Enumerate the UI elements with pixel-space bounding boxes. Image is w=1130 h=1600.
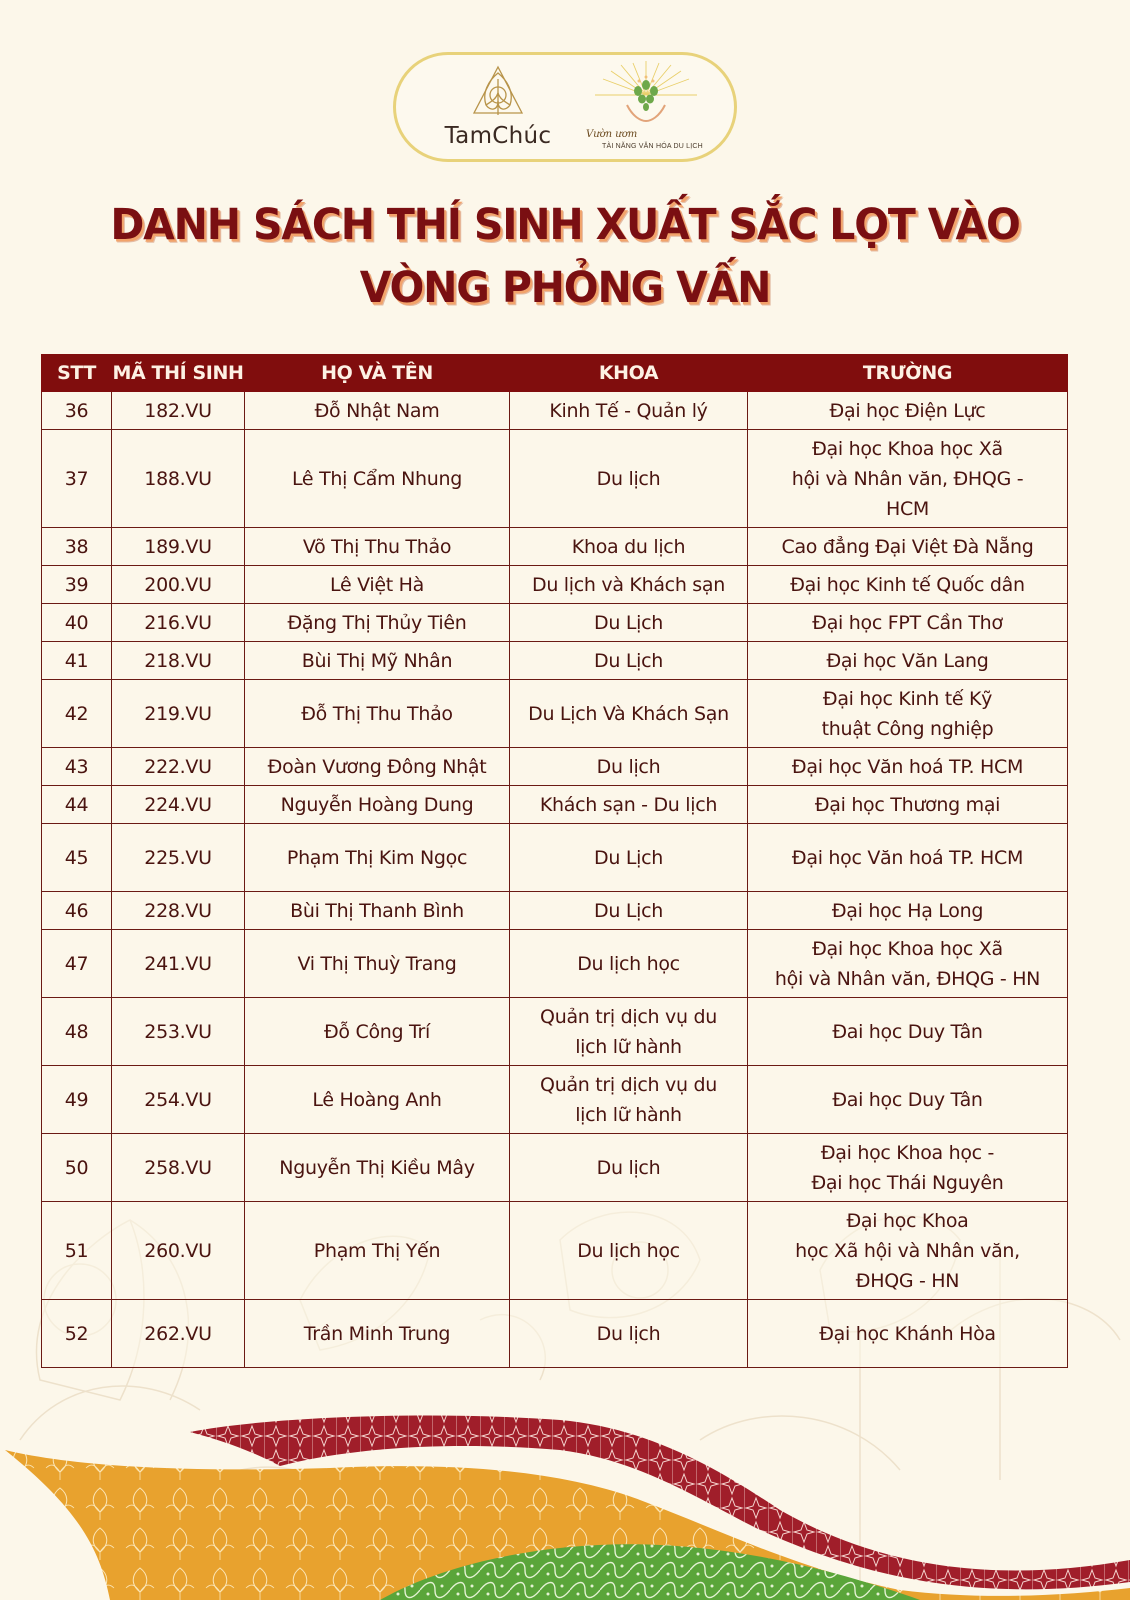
cell-khoa-line: Khoa du lịch: [571, 535, 686, 558]
cell-stt: 48: [42, 998, 112, 1066]
vuon-uom-logo: [576, 59, 716, 159]
cell-khoa: [510, 1134, 748, 1202]
cell-truong: [748, 930, 1068, 998]
cell-ma-thi-sinh: 222.VU: [112, 748, 245, 786]
table-row: [42, 998, 1068, 1066]
cell-khoa: [510, 528, 748, 566]
cell-ma-thi-sinh: 228.VU: [112, 892, 245, 930]
cell-ho-va-ten: Trần Minh Trung: [245, 1300, 510, 1368]
cell-ho-va-ten: Lê Việt Hà: [245, 566, 510, 604]
table-body: [42, 392, 1068, 1368]
cell-truong-line: Đại học Khánh Hòa: [819, 1322, 996, 1345]
cell-stt: 47: [42, 930, 112, 998]
cell-khoa: [510, 392, 748, 430]
cell-khoa-line: Du lịch và Khách sạn: [532, 573, 725, 596]
cell-truong-line: thuật Công nghiệp: [821, 717, 994, 740]
column-header-ho-va-ten: HỌ VÀ TÊN: [245, 355, 510, 392]
sunburst-sprout-icon: [591, 59, 701, 131]
cell-stt: 46: [42, 892, 112, 930]
table-row: [42, 1300, 1068, 1368]
cell-ma-thi-sinh: 200.VU: [112, 566, 245, 604]
cell-ho-va-ten: Võ Thị Thu Thảo: [245, 528, 510, 566]
cell-truong-line: Đại học Điện Lực: [829, 399, 986, 422]
cell-truong: [748, 824, 1068, 892]
cell-khoa-line: lịch lữ hành: [575, 1103, 682, 1126]
cell-truong-line: hội và Nhân văn, ĐHQG -: [791, 467, 1024, 490]
cell-truong: [748, 566, 1068, 604]
cell-khoa-line: Du Lịch: [594, 846, 663, 869]
cell-ma-thi-sinh: 253.VU: [112, 998, 245, 1066]
cell-truong-line: Đại học Thương mại: [814, 793, 1001, 816]
cell-khoa: [510, 930, 748, 998]
cell-ho-va-ten: Bùi Thị Thanh Bình: [245, 892, 510, 930]
vuon-uom-tagline: TÀI NĂNG VĂN HÓA DU LỊCH: [602, 143, 703, 150]
cell-khoa: [510, 642, 748, 680]
bodhi-leaf-icon: [470, 65, 526, 121]
cell-ho-va-ten: Đặng Thị Thủy Tiên: [245, 604, 510, 642]
column-header-ma-thi-sinh: MÃ THÍ SINH: [112, 355, 245, 392]
cell-khoa-line: Kinh Tế - Quản lý: [549, 399, 708, 422]
table-row: [42, 930, 1068, 998]
cell-ma-thi-sinh: 254.VU: [112, 1066, 245, 1134]
cell-ho-va-ten: Vi Thị Thuỳ Trang: [245, 930, 510, 998]
cell-khoa-line: Du Lịch: [594, 611, 663, 634]
cell-khoa: [510, 566, 748, 604]
table-row: [42, 748, 1068, 786]
cell-khoa-line: Quản trị dịch vụ du: [540, 1073, 717, 1096]
tamchuc-logo-text: TamChúc: [444, 123, 552, 149]
cell-stt: 39: [42, 566, 112, 604]
cell-khoa-line: Du Lịch: [594, 899, 663, 922]
cell-ho-va-ten: Nguyễn Thị Kiều Mây: [245, 1134, 510, 1202]
cell-khoa-line: Du lịch: [596, 1322, 661, 1345]
cell-truong: [748, 680, 1068, 748]
cell-khoa-line: Du lịch: [596, 755, 661, 778]
cell-ma-thi-sinh: 241.VU: [112, 930, 245, 998]
logo-banner: [393, 52, 737, 162]
cell-stt: 42: [42, 680, 112, 748]
cell-khoa-line: Du Lịch Và Khách Sạn: [528, 702, 729, 725]
cell-khoa-line: lịch lữ hành: [575, 1035, 682, 1058]
cell-stt: 36: [42, 392, 112, 430]
cell-truong: [748, 1066, 1068, 1134]
cell-ho-va-ten: Phạm Thị Yến: [245, 1202, 510, 1300]
page-title-line-1: DANH SÁCH THÍ SINH XUẤT SẮC LỌT VÀO: [110, 199, 1020, 250]
cell-ma-thi-sinh: 218.VU: [112, 642, 245, 680]
table-row: [42, 528, 1068, 566]
cell-stt: 45: [42, 824, 112, 892]
column-header-stt: STT: [42, 355, 112, 392]
cell-truong-line: Đại học Kinh tế Kỹ: [822, 687, 993, 710]
cell-truong: [748, 430, 1068, 528]
cell-stt: 50: [42, 1134, 112, 1202]
cell-khoa: [510, 680, 748, 748]
cell-stt: 49: [42, 1066, 112, 1134]
table-row: [42, 824, 1068, 892]
cell-truong: [748, 1202, 1068, 1300]
cell-ho-va-ten: Bùi Thị Mỹ Nhân: [245, 642, 510, 680]
cell-khoa: [510, 824, 748, 892]
cell-stt: 52: [42, 1300, 112, 1368]
cell-truong: [748, 528, 1068, 566]
cell-ma-thi-sinh: 216.VU: [112, 604, 245, 642]
cell-ma-thi-sinh: 224.VU: [112, 786, 245, 824]
cell-ma-thi-sinh: 262.VU: [112, 1300, 245, 1368]
column-header-khoa: KHOA: [510, 355, 748, 392]
cell-stt: 51: [42, 1202, 112, 1300]
cell-ho-va-ten: Phạm Thị Kim Ngọc: [245, 824, 510, 892]
cell-truong-line: Đại học FPT Cần Thơ: [812, 611, 1003, 634]
cell-truong-line: Đại học Văn hoá TP. HCM: [791, 755, 1024, 778]
cell-truong: [748, 786, 1068, 824]
cell-stt: 43: [42, 748, 112, 786]
cell-ho-va-ten: Đỗ Nhật Nam: [245, 392, 510, 430]
column-header-truong: TRƯỜNG: [748, 355, 1068, 392]
table-row: [42, 566, 1068, 604]
cell-khoa: [510, 1202, 748, 1300]
candidate-table-container: [41, 354, 1067, 1368]
cell-stt: 37: [42, 430, 112, 528]
cell-stt: 41: [42, 642, 112, 680]
cell-khoa-line: Khách sạn - Du lịch: [539, 793, 718, 816]
cell-khoa: [510, 748, 748, 786]
cell-truong: [748, 1134, 1068, 1202]
table-row: [42, 604, 1068, 642]
cell-truong-line: Đại học Thái Nguyên: [811, 1171, 1004, 1194]
cell-khoa: [510, 998, 748, 1066]
cell-truong: [748, 1300, 1068, 1368]
table-row: [42, 786, 1068, 824]
cell-stt: 44: [42, 786, 112, 824]
cell-ho-va-ten: Đoàn Vương Đông Nhật: [245, 748, 510, 786]
cell-truong-line: Đại học Văn Lang: [826, 649, 989, 672]
cell-ma-thi-sinh: 260.VU: [112, 1202, 245, 1300]
tamchuc-logo: [428, 65, 568, 157]
cell-truong-line: Đại học Khoa học Xã: [812, 437, 1003, 460]
table-row: [42, 430, 1068, 528]
table-row: [42, 1066, 1068, 1134]
table-row: [42, 642, 1068, 680]
cell-khoa-line: Du lịch học: [577, 1239, 680, 1262]
cell-truong: [748, 748, 1068, 786]
cell-ma-thi-sinh: 219.VU: [112, 680, 245, 748]
table-row: [42, 892, 1068, 930]
candidate-table: [41, 354, 1068, 1368]
cell-khoa: [510, 786, 748, 824]
cell-truong-line: Đại học Hạ Long: [831, 899, 984, 922]
cell-ho-va-ten: Lê Hoàng Anh: [245, 1066, 510, 1134]
cell-khoa-line: Du lịch: [596, 1156, 661, 1179]
page-title: [0, 193, 1130, 319]
cell-truong-line: Đai học Duy Tân: [832, 1088, 983, 1111]
table-row: [42, 680, 1068, 748]
cell-stt: 38: [42, 528, 112, 566]
page-title-line-2: VÒNG PHỎNG VẤN: [359, 262, 771, 313]
cell-khoa: [510, 430, 748, 528]
cell-khoa-line: Du lịch: [596, 467, 661, 490]
cell-truong-line: ĐHQG - HN: [855, 1269, 960, 1292]
cell-ma-thi-sinh: 182.VU: [112, 392, 245, 430]
cell-truong: [748, 998, 1068, 1066]
cell-truong-line: Đại học Kinh tế Quốc dân: [790, 573, 1025, 596]
table-row: [42, 1134, 1068, 1202]
cell-ho-va-ten: Đỗ Công Trí: [245, 998, 510, 1066]
cell-khoa-line: Du lịch học: [577, 952, 680, 975]
cell-truong: [748, 892, 1068, 930]
cell-khoa: [510, 1066, 748, 1134]
cell-stt: 40: [42, 604, 112, 642]
cell-truong-line: Đại học Khoa học Xã: [812, 937, 1003, 960]
table-row: [42, 392, 1068, 430]
cell-khoa-line: Du Lịch: [594, 649, 663, 672]
cell-khoa: [510, 1300, 748, 1368]
cell-ho-va-ten: Đỗ Thị Thu Thảo: [245, 680, 510, 748]
cell-ma-thi-sinh: 188.VU: [112, 430, 245, 528]
cell-truong-line: Đại học Khoa: [846, 1209, 969, 1232]
cell-truong-line: học Xã hội và Nhân văn,: [795, 1239, 1020, 1262]
cell-khoa: [510, 604, 748, 642]
cell-ma-thi-sinh: 258.VU: [112, 1134, 245, 1202]
cell-truong-line: hội và Nhân văn, ĐHQG - HN: [774, 967, 1041, 990]
vuon-uom-script-text: Vườn ươm: [586, 129, 638, 140]
cell-ma-thi-sinh: 225.VU: [112, 824, 245, 892]
cell-ho-va-ten: Nguyễn Hoàng Dung: [245, 786, 510, 824]
cell-truong-line: Đai học Duy Tân: [832, 1020, 983, 1043]
cell-truong-line: Đại học Văn hoá TP. HCM: [791, 846, 1024, 869]
cell-truong-line: Cao đẳng Đại Việt Đà Nẵng: [781, 535, 1034, 558]
cell-ho-va-ten: Lê Thị Cẩm Nhung: [245, 430, 510, 528]
cell-truong-line: HCM: [885, 497, 930, 520]
cell-khoa: [510, 892, 748, 930]
cell-truong: [748, 392, 1068, 430]
cell-ma-thi-sinh: 189.VU: [112, 528, 245, 566]
table-row: [42, 1202, 1068, 1300]
cell-truong-line: Đại học Khoa học -: [820, 1141, 995, 1164]
cell-truong: [748, 642, 1068, 680]
table-header-row: [42, 355, 1068, 392]
cell-khoa-line: Quản trị dịch vụ du: [540, 1005, 717, 1028]
cell-truong: [748, 604, 1068, 642]
decorative-ribbons: [0, 1400, 1130, 1600]
